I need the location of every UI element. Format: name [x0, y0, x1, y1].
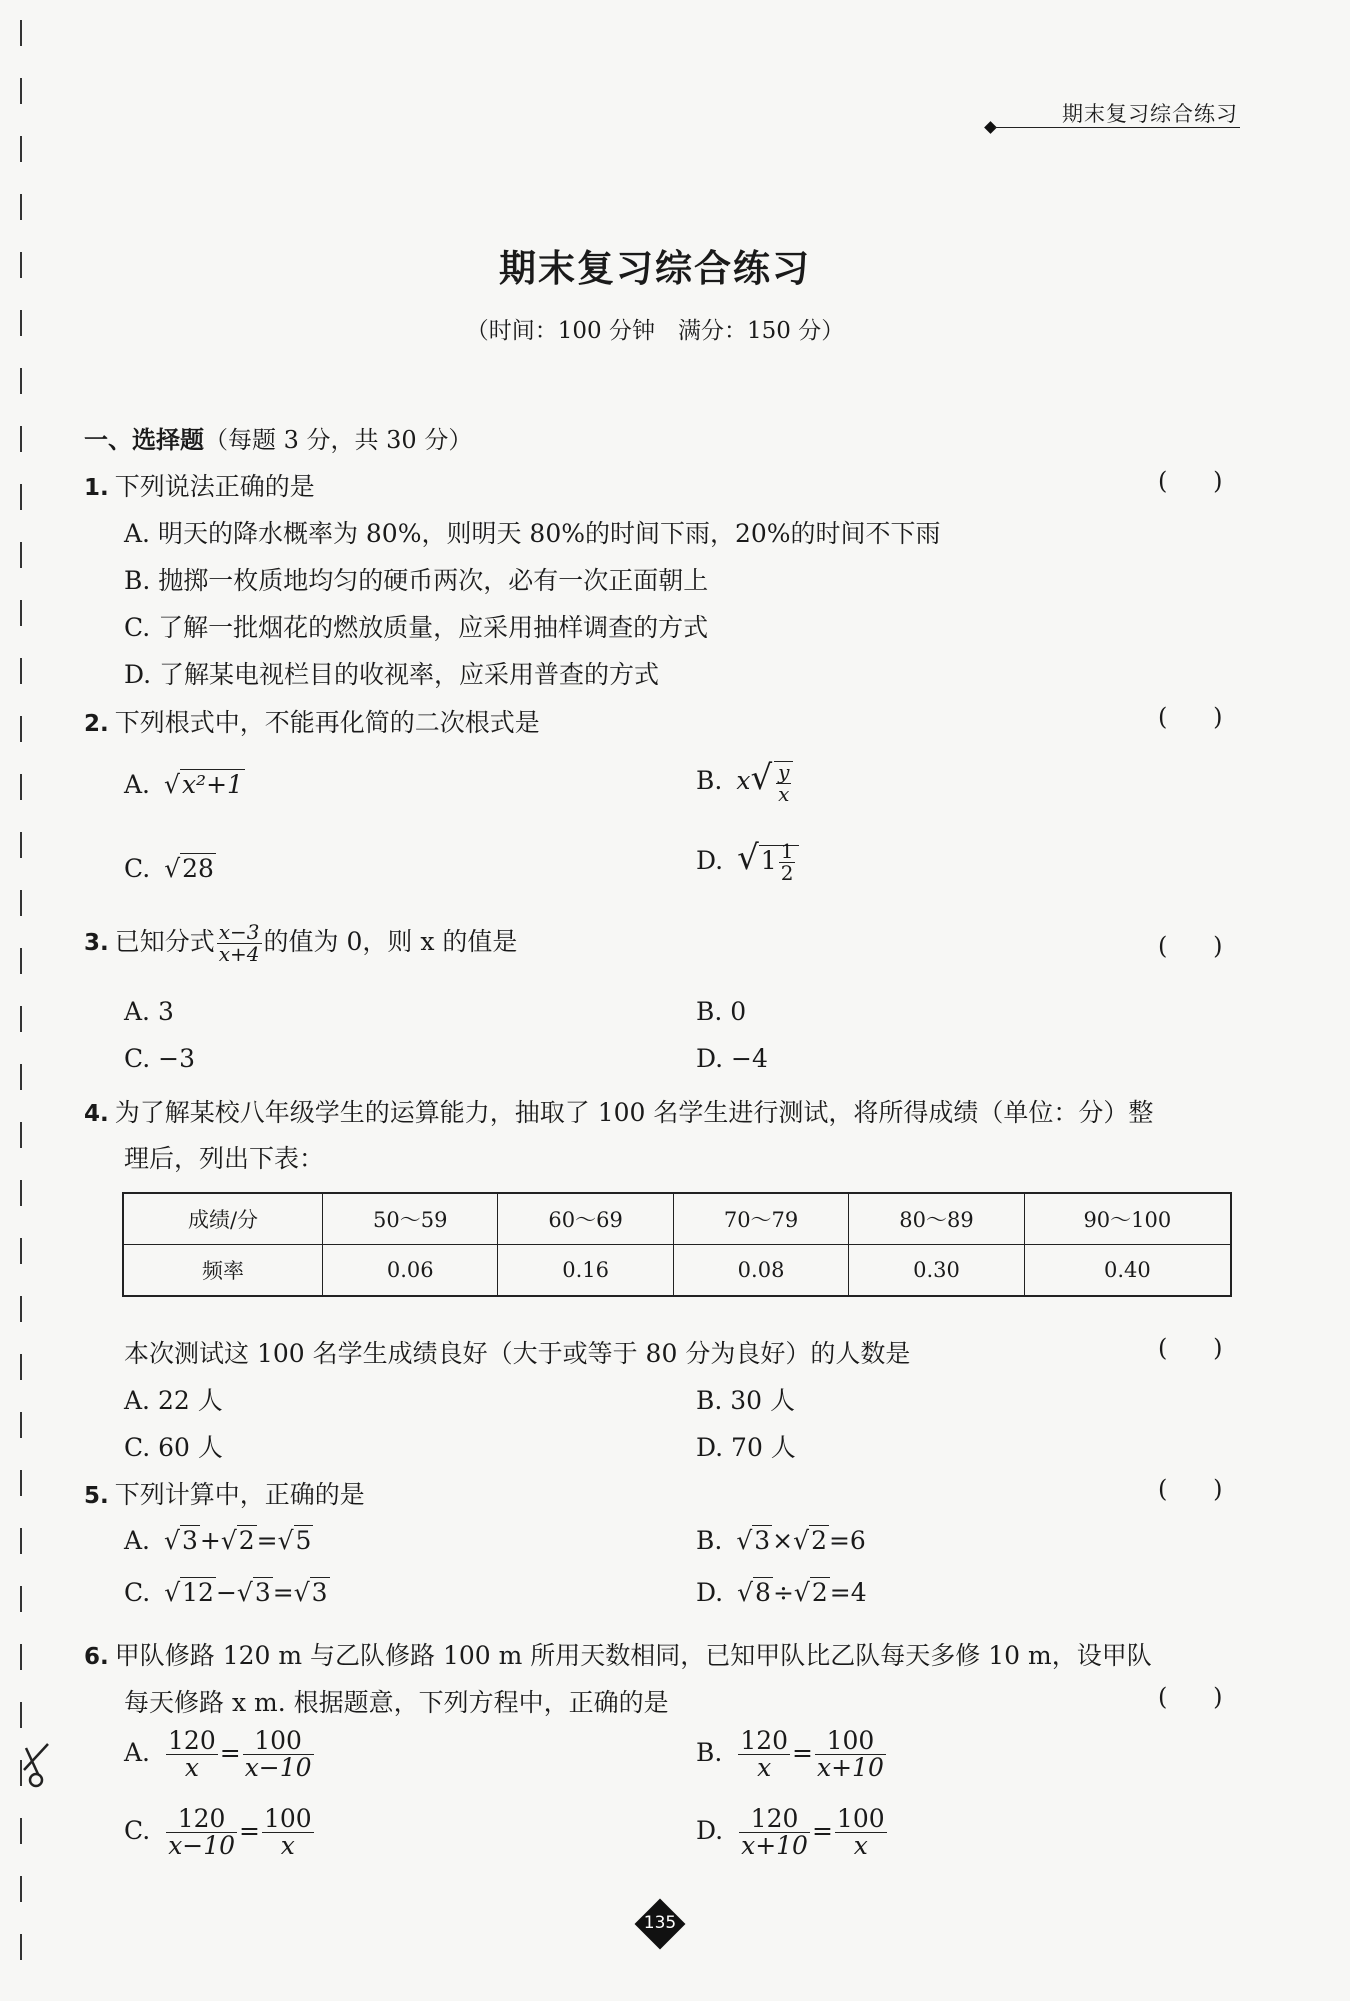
- question-text: 下列根式中，不能再化简的二次根式是: [114, 708, 540, 737]
- denominator: x: [280, 1831, 295, 1861]
- q5-option-b[interactable]: B. √3×√2=6: [696, 1526, 866, 1555]
- radicand: 3: [254, 1578, 271, 1607]
- question-1-stem: [84, 467, 315, 503]
- numerator: 120: [740, 1726, 789, 1755]
- question-number: 3.: [84, 930, 109, 956]
- numerator: 100: [836, 1804, 885, 1833]
- option-label: A.: [124, 1738, 151, 1768]
- q1-option-d[interactable]: D. 了解某电视栏目的收视率，应采用普查的方式: [124, 660, 660, 689]
- q4-option-d[interactable]: D. 70 人: [696, 1433, 796, 1462]
- radicand: [759, 839, 800, 885]
- option-label: B.: [696, 1526, 723, 1555]
- table-cell: 80～89: [849, 1193, 1024, 1245]
- option-label: D.: [696, 1578, 724, 1607]
- question-text: 已知分式: [114, 927, 215, 956]
- fraction: [835, 1806, 887, 1860]
- fraction: [166, 1806, 237, 1860]
- denominator: x: [184, 1753, 199, 1783]
- question-4-prompt: 本次测试这 100 名学生成绩良好（大于或等于 80 分为良好）的人数是: [124, 1339, 911, 1368]
- q4-option-a[interactable]: A. 22 人: [124, 1386, 223, 1415]
- table-cell: 0.40: [1024, 1245, 1231, 1297]
- operator: +: [199, 1526, 221, 1555]
- radicand: 2: [238, 1526, 255, 1555]
- page-title: 期末复习综合练习: [499, 246, 811, 290]
- q4-option-c[interactable]: C. 60 人: [124, 1433, 223, 1462]
- operator: ×: [772, 1526, 794, 1555]
- operator: ÷: [772, 1578, 794, 1607]
- fraction: [738, 1728, 790, 1782]
- option-label: B.: [696, 1738, 723, 1768]
- fraction: [217, 922, 262, 965]
- q2-option-a[interactable]: [124, 770, 245, 799]
- q3-option-a[interactable]: A. 3: [124, 997, 174, 1026]
- whole-part: 1: [760, 846, 777, 875]
- radicand: 8: [755, 1578, 771, 1607]
- numerator: 100: [264, 1804, 312, 1833]
- question-number: 5.: [84, 1483, 109, 1509]
- exam-info: （时间：100 分钟 满分：150 分）: [465, 318, 845, 344]
- numerator: 1: [780, 839, 794, 863]
- equals: =: [256, 1526, 278, 1555]
- section-label: 一、选择题: [84, 425, 204, 454]
- option-label: C.: [124, 1578, 151, 1607]
- numerator: 120: [166, 1806, 237, 1833]
- question-text: 甲队修路 120 m 与乙队修路 100 m 所用天数相同，已知甲队比乙队每天多修 10 m，设甲队: [114, 1641, 1152, 1670]
- denominator: x−10: [168, 1831, 236, 1861]
- table-cell: 90～100: [1024, 1193, 1231, 1245]
- question-text: 为了解某校八年级学生的运算能力，抽取了 100 名学生进行测试，将所得成绩（单位：分）整: [114, 1098, 1154, 1127]
- answer-blank-4[interactable]: ( ): [1158, 1334, 1223, 1362]
- equals: =6: [828, 1526, 866, 1555]
- option-label: D.: [696, 846, 724, 875]
- numerator: 120: [168, 1726, 216, 1755]
- q4-option-b[interactable]: B. 30 人: [696, 1386, 796, 1415]
- radicand: 5: [295, 1526, 312, 1555]
- fraction: [166, 1728, 218, 1782]
- question-text: 的值为 0，则 x 的值是: [263, 927, 518, 956]
- answer-blank-2[interactable]: ( ): [1158, 703, 1223, 731]
- radical: √: [750, 758, 773, 798]
- equals: =: [219, 1738, 241, 1768]
- radicand: 3: [311, 1578, 328, 1607]
- mixed-fraction: [779, 841, 796, 884]
- fraction: [815, 1728, 886, 1782]
- q2-option-b[interactable]: [696, 758, 795, 805]
- table-cell: 0.08: [673, 1245, 848, 1297]
- q3-option-b[interactable]: B. 0: [696, 997, 747, 1026]
- radicand: 2: [811, 1526, 827, 1555]
- denominator: x+10: [741, 1831, 808, 1861]
- denominator: x: [853, 1831, 868, 1861]
- equals: =: [792, 1738, 813, 1768]
- option-label: A.: [124, 1526, 151, 1555]
- question-2-stem: [84, 703, 540, 739]
- q2-option-d[interactable]: [696, 838, 799, 884]
- question-number: 1.: [84, 475, 109, 501]
- section-note: （每题 3 分，共 30 分）: [204, 426, 473, 454]
- answer-blank-1[interactable]: ( ): [1158, 467, 1223, 495]
- denominator: 2: [780, 861, 794, 885]
- radicand: 3: [754, 1526, 771, 1555]
- q6-option-a[interactable]: [124, 1728, 316, 1782]
- table-cell: 频率: [123, 1245, 323, 1297]
- table-cell: 0.30: [849, 1245, 1024, 1297]
- option-label: C.: [124, 1816, 151, 1846]
- table-cell: 50～59: [323, 1193, 498, 1245]
- scissors-icon: [18, 1740, 52, 1790]
- equals: =: [811, 1816, 833, 1846]
- table-cell: 0.06: [323, 1245, 498, 1297]
- table-cell: 60～69: [498, 1193, 673, 1245]
- q1-option-c[interactable]: C. 了解一批烟花的燃放质量，应采用抽样调查的方式: [124, 613, 709, 642]
- radicand: 28: [182, 854, 214, 883]
- q2-option-c[interactable]: [124, 854, 216, 883]
- radical: √x²+1: [164, 770, 243, 799]
- equals: =4: [829, 1578, 867, 1607]
- q5-option-d[interactable]: D. √8÷√2=4: [696, 1578, 867, 1607]
- question-text: 下列计算中，正确的是: [114, 1480, 365, 1509]
- option-label: B.: [696, 766, 723, 795]
- score-frequency-table: [122, 1192, 1232, 1297]
- fraction: [262, 1806, 314, 1860]
- option-label: D.: [696, 1816, 724, 1846]
- question-4-stem-continued: 理后，列出下表：: [124, 1144, 325, 1173]
- coefficient: x: [736, 766, 751, 795]
- radical: √28: [164, 854, 214, 883]
- answer-blank-6[interactable]: ( ): [1158, 1683, 1223, 1711]
- radicand: 12: [182, 1578, 214, 1607]
- page-number: 135: [643, 1913, 677, 1933]
- question-number: 6.: [84, 1644, 109, 1670]
- radicand: x²+1: [181, 770, 243, 799]
- denominator: x: [757, 1753, 772, 1783]
- page-number-badge: [636, 1900, 684, 1948]
- option-label: A.: [124, 770, 151, 799]
- table-header-row: [123, 1193, 1231, 1245]
- table-cell: 成绩/分: [123, 1193, 323, 1245]
- q1-option-b[interactable]: B. 抛掷一枚质地均匀的硬币两次，必有一次正面朝上: [124, 566, 709, 595]
- table-cell: 70～79: [673, 1193, 848, 1245]
- numerator: y: [778, 759, 790, 784]
- question-4-stem: [84, 1093, 1153, 1129]
- denominator: x+10: [817, 1753, 884, 1783]
- numerator: 120: [739, 1806, 810, 1833]
- question-5-stem: [84, 1475, 365, 1511]
- q1-option-a[interactable]: A. 明天的降水概率为 80%，则明天 80%的时间下雨，20%的时间不下雨: [124, 519, 941, 548]
- radicand-fraction: [774, 761, 793, 805]
- question-number: 4.: [84, 1101, 109, 1127]
- numerator: x−3: [218, 920, 260, 944]
- q6-option-d[interactable]: [696, 1806, 889, 1860]
- equals: =: [239, 1816, 260, 1846]
- q3-option-c[interactable]: C. −3: [124, 1044, 195, 1073]
- radicand: 2: [811, 1578, 828, 1607]
- q5-option-c[interactable]: C. √12−√3=√3: [124, 1578, 328, 1607]
- answer-blank-5[interactable]: ( ): [1158, 1475, 1223, 1503]
- fraction: [739, 1806, 810, 1860]
- radicand: 3: [181, 1526, 198, 1555]
- q6-option-c[interactable]: [124, 1806, 316, 1860]
- question-text: 下列说法正确的是: [114, 472, 315, 501]
- running-head-text: 期末复习综合练习: [1062, 102, 1238, 126]
- radical: √: [737, 838, 759, 878]
- numerator: 100: [815, 1728, 886, 1755]
- question-number: 2.: [84, 711, 109, 737]
- q6-option-b[interactable]: [696, 1728, 888, 1782]
- denominator: x: [778, 781, 790, 806]
- table-row: [123, 1245, 1231, 1297]
- answer-blank-3[interactable]: ( ): [1158, 932, 1223, 960]
- equals: =: [272, 1578, 294, 1607]
- q3-option-d[interactable]: D. −4: [696, 1044, 768, 1073]
- table-cell: 0.16: [498, 1245, 673, 1297]
- numerator: 100: [243, 1728, 314, 1755]
- option-label: C.: [124, 854, 151, 883]
- fraction: [243, 1728, 314, 1782]
- question-6-stem-continued: 每天修路 x m. 根据题意，下列方程中，正确的是: [124, 1688, 669, 1717]
- operator: −: [215, 1578, 237, 1607]
- denominator: x+4: [218, 942, 260, 966]
- denominator: x−10: [244, 1753, 312, 1783]
- question-3-stem: [84, 922, 517, 965]
- running-head: [980, 96, 1240, 132]
- q5-option-a[interactable]: A. √3+√2=√5: [124, 1526, 312, 1555]
- question-6-stem: [84, 1636, 1152, 1672]
- section-heading: [84, 420, 472, 455]
